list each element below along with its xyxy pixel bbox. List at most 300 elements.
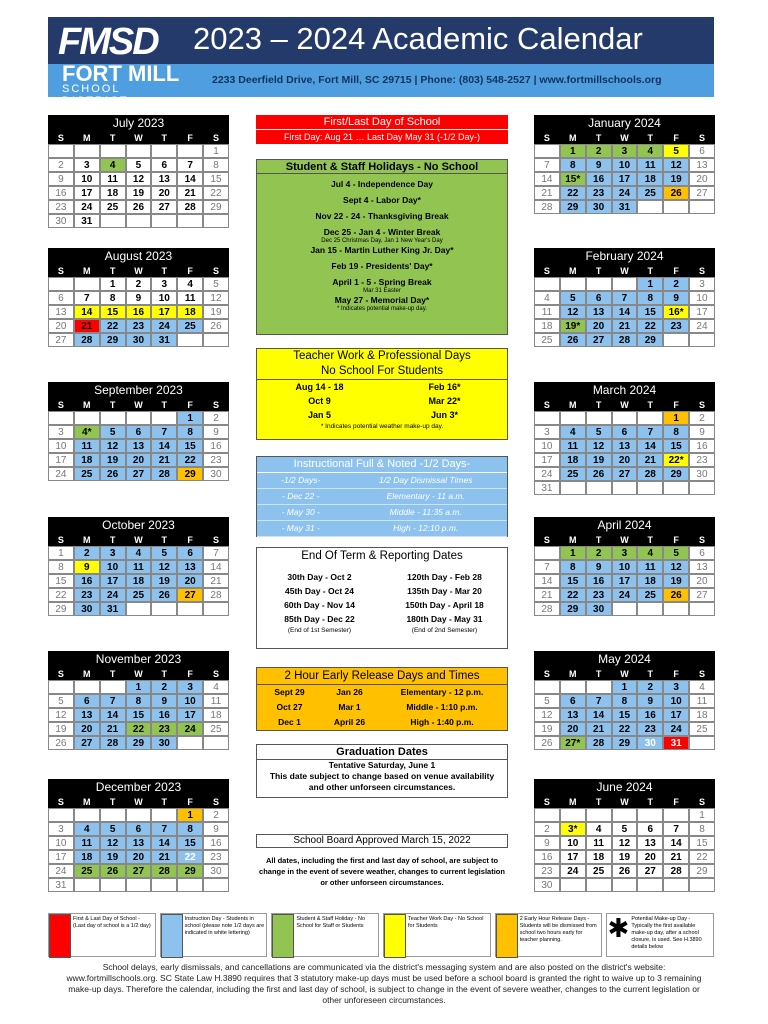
weekday-label: F	[673, 669, 679, 679]
holiday-subnote: * Indicates potential make-up day.	[337, 306, 427, 312]
day-cell: 19	[126, 186, 152, 200]
day-cell: 6	[637, 822, 663, 836]
weekday-label: M	[569, 133, 577, 143]
day-cell: 15*	[560, 172, 586, 186]
holiday-item: Nov 22 - 24 - Thanksgiving Break	[315, 211, 449, 221]
teacher-work-date: Mar 22*	[428, 396, 461, 406]
day-cell: 3*	[560, 822, 586, 836]
early-release-row	[257, 685, 507, 700]
holiday-item: Feb 19 - Presidents' Day*	[331, 261, 433, 271]
month-title: February 2024	[534, 248, 715, 265]
weekday-label: S	[543, 669, 550, 679]
day-cell: 29	[48, 602, 74, 616]
day-cell: 9	[534, 836, 560, 850]
day-cell: 16*	[663, 305, 689, 319]
day-cell: 19	[100, 850, 126, 864]
legend-item	[271, 913, 379, 957]
day-cell	[534, 546, 560, 560]
day-cell: 23	[203, 850, 229, 864]
day-cell: 28	[612, 333, 638, 347]
day-cell: 4	[177, 277, 203, 291]
day-cell	[689, 878, 715, 892]
holiday-item: Jul 4 - Independence Day	[330, 179, 434, 189]
day-cell: 17	[689, 305, 715, 319]
day-cell	[637, 411, 663, 425]
day-cell: 8	[177, 425, 203, 439]
day-cell: 28	[534, 200, 560, 214]
day-cell: 1	[203, 144, 229, 158]
end-of-term-title: End Of Term & Reporting Dates	[301, 550, 463, 562]
day-cell	[203, 333, 229, 347]
holidays-list	[257, 174, 507, 313]
day-cell: 3	[177, 680, 203, 694]
weekday-header	[534, 534, 715, 546]
month-calendar	[534, 517, 715, 616]
day-cell: 15	[48, 574, 74, 588]
day-cell: 5	[586, 425, 612, 439]
day-grid	[534, 144, 715, 214]
weekday-label: M	[569, 669, 577, 679]
day-cell: 13	[689, 158, 715, 172]
day-cell	[689, 736, 715, 750]
holidays-title: Student & Staff Holidays - No School	[257, 160, 507, 174]
day-cell: 9	[48, 172, 74, 186]
day-cell: 27	[689, 588, 715, 602]
instructional-day: - May 31 -	[281, 523, 320, 533]
day-cell: 12	[586, 439, 612, 453]
day-cell: 20	[586, 319, 612, 333]
instructional-row	[257, 473, 507, 489]
day-cell: 8	[177, 822, 203, 836]
legend-swatch	[272, 914, 294, 958]
day-cell: 5	[100, 822, 126, 836]
legend-item	[383, 913, 491, 957]
weekday-label: T	[109, 535, 116, 545]
day-cell: 19	[534, 722, 560, 736]
day-cell: 5	[663, 546, 689, 560]
day-cell: 2	[586, 546, 612, 560]
day-cell: 2	[74, 546, 100, 560]
day-cell: 18	[74, 850, 100, 864]
weekday-label: S	[698, 797, 705, 807]
day-cell: 27	[48, 333, 74, 347]
day-grid	[534, 808, 715, 892]
weekday-label: M	[83, 797, 91, 807]
weekday-label: W	[620, 669, 629, 679]
day-cell	[534, 411, 560, 425]
teacher-work-rows	[257, 380, 507, 422]
day-cell: 2	[151, 680, 177, 694]
day-cell: 1	[560, 144, 586, 158]
day-cell: 2	[534, 822, 560, 836]
day-cell: 5	[126, 158, 152, 172]
day-cell: 31	[100, 602, 126, 616]
day-cell	[663, 602, 689, 616]
day-cell: 13	[560, 708, 586, 722]
day-grid	[48, 277, 229, 347]
legend	[48, 913, 718, 957]
weekday-label: M	[83, 266, 91, 276]
day-cell: 8	[560, 158, 586, 172]
day-cell: 5	[612, 822, 638, 836]
day-cell: 27	[177, 588, 203, 602]
day-cell: 25	[534, 333, 560, 347]
day-cell	[126, 144, 152, 158]
day-cell: 29	[560, 602, 586, 616]
day-cell: 30	[203, 467, 229, 481]
day-cell: 7	[534, 560, 560, 574]
day-cell: 18	[689, 708, 715, 722]
weekday-label: T	[109, 266, 116, 276]
month-calendar	[48, 779, 229, 892]
day-cell: 20	[126, 453, 152, 467]
day-cell: 14	[177, 172, 203, 186]
day-cell: 21	[586, 722, 612, 736]
day-cell: 17	[74, 186, 100, 200]
day-cell: 12	[100, 836, 126, 850]
month-title: December 2023	[48, 779, 229, 796]
day-cell	[203, 602, 229, 616]
day-cell	[663, 878, 689, 892]
first-last-body: First Day: Aug 21 … Last Day May 31 (-1/2 Day-)	[256, 130, 508, 144]
day-cell: 26	[663, 588, 689, 602]
day-cell: 15	[177, 836, 203, 850]
day-grid	[48, 808, 229, 892]
day-cell: 21	[612, 319, 638, 333]
day-cell: 3	[74, 158, 100, 172]
weekday-label: S	[57, 535, 64, 545]
day-cell: 10	[689, 291, 715, 305]
day-cell: 13	[126, 836, 152, 850]
day-cell: 21	[151, 850, 177, 864]
day-cell: 17	[560, 850, 586, 864]
day-cell: 12	[203, 291, 229, 305]
end-of-term-note-2: (End of 2nd Semester)	[411, 627, 478, 634]
day-cell: 12	[100, 439, 126, 453]
day-cell	[203, 214, 229, 228]
day-cell	[586, 808, 612, 822]
day-cell	[689, 333, 715, 347]
day-cell: 27	[74, 736, 100, 750]
day-cell: 14	[612, 305, 638, 319]
weekday-label: F	[673, 400, 679, 410]
weekday-label: S	[212, 797, 219, 807]
day-cell: 12	[663, 158, 689, 172]
day-cell	[637, 878, 663, 892]
weekday-header	[48, 668, 229, 680]
day-cell: 23	[74, 588, 100, 602]
day-cell	[612, 878, 638, 892]
day-cell: 31	[48, 878, 74, 892]
day-cell: 19*	[560, 319, 586, 333]
day-cell	[586, 481, 612, 495]
day-cell: 15	[612, 708, 638, 722]
month-title: November 2023	[48, 651, 229, 668]
day-cell	[48, 680, 74, 694]
month-calendar	[48, 248, 229, 347]
instructional-day: -1/2 Days-	[281, 475, 321, 485]
holiday-item: Sept 4 - Labor Day*	[343, 195, 421, 205]
month-title: January 2024	[534, 115, 715, 132]
day-cell: 6	[586, 291, 612, 305]
weekday-label: W	[620, 535, 629, 545]
weekday-label: W	[620, 266, 629, 276]
day-cell	[177, 602, 203, 616]
day-cell: 11	[203, 694, 229, 708]
term-date: 150th Day - April 18	[405, 600, 484, 610]
day-cell	[586, 878, 612, 892]
instructional-row	[257, 521, 507, 537]
day-cell: 22	[203, 186, 229, 200]
day-cell: 18	[560, 453, 586, 467]
day-cell: 2	[663, 277, 689, 291]
day-cell: 22	[560, 588, 586, 602]
weekday-label: T	[109, 797, 116, 807]
early-release-row	[257, 715, 507, 730]
day-cell	[100, 214, 126, 228]
asterisk-icon: ✱	[607, 914, 630, 944]
day-cell: 1	[689, 808, 715, 822]
early-release-cell: Sept 29	[274, 687, 305, 697]
day-cell: 9	[203, 425, 229, 439]
day-cell: 11	[100, 172, 126, 186]
end-of-term-row	[257, 612, 507, 626]
day-cell: 4	[586, 822, 612, 836]
weekday-label: S	[212, 400, 219, 410]
day-cell: 4	[637, 546, 663, 560]
day-cell	[203, 736, 229, 750]
day-cell: 11	[74, 836, 100, 850]
day-cell: 17	[48, 453, 74, 467]
day-cell: 7	[663, 822, 689, 836]
day-cell: 29	[689, 864, 715, 878]
day-cell: 19	[151, 574, 177, 588]
day-cell	[612, 602, 638, 616]
day-cell: 25	[586, 864, 612, 878]
weekday-header	[48, 534, 229, 546]
day-cell: 21	[100, 722, 126, 736]
day-cell: 26	[612, 864, 638, 878]
legend-text: 2 Early Hour Release Days - Students will be dismissed from school two hours early for teacher planning.	[519, 916, 597, 943]
day-cell: 22	[126, 722, 152, 736]
day-cell: 21	[203, 574, 229, 588]
weekday-label: T	[595, 797, 602, 807]
day-cell: 20	[151, 186, 177, 200]
header	[48, 17, 714, 107]
weekday-header	[534, 399, 715, 411]
day-cell: 7	[203, 546, 229, 560]
day-cell: 10	[48, 439, 74, 453]
day-cell: 31	[612, 200, 638, 214]
weekday-label: F	[187, 400, 193, 410]
month-title: October 2023	[48, 517, 229, 534]
weekday-label: M	[569, 400, 577, 410]
legend-swatch	[384, 914, 406, 958]
weekday-label: T	[647, 669, 654, 679]
early-release-cell: Elementary - 12 p.m.	[400, 687, 484, 697]
instructional-time: Elementary - 11 a.m.	[386, 491, 465, 501]
day-cell	[586, 680, 612, 694]
legend-swatch	[161, 914, 183, 958]
weekday-label: W	[134, 266, 143, 276]
weekday-label: W	[134, 535, 143, 545]
day-cell: 3	[689, 277, 715, 291]
day-cell: 25	[74, 864, 100, 878]
end-of-term-rows	[257, 570, 507, 626]
day-cell: 21	[177, 186, 203, 200]
day-cell: 5	[560, 291, 586, 305]
term-date: 135th Day - Mar 20	[407, 586, 482, 596]
day-cell	[612, 481, 638, 495]
day-cell	[689, 602, 715, 616]
month-title: August 2023	[48, 248, 229, 265]
day-cell: 19	[612, 850, 638, 864]
teacher-work-row	[257, 394, 507, 408]
day-cell: 25	[637, 186, 663, 200]
day-cell	[177, 878, 203, 892]
weekday-label: S	[698, 133, 705, 143]
holiday-item: Dec 25 - Jan 4 - Winter Break	[323, 227, 441, 237]
day-cell: 13	[177, 560, 203, 574]
weekday-label: F	[673, 797, 679, 807]
day-cell: 6	[560, 694, 586, 708]
day-cell	[74, 878, 100, 892]
day-cell: 30	[586, 200, 612, 214]
day-cell: 30	[151, 736, 177, 750]
day-cell: 11	[689, 694, 715, 708]
day-cell: 21	[151, 453, 177, 467]
month-calendar	[534, 115, 715, 214]
day-cell: 16	[203, 439, 229, 453]
day-cell: 9	[203, 822, 229, 836]
weekday-header	[534, 132, 715, 144]
day-cell: 1	[177, 411, 203, 425]
day-cell: 6	[126, 425, 152, 439]
weekday-label: T	[161, 535, 168, 545]
day-cell	[74, 144, 100, 158]
weekday-label: T	[161, 266, 168, 276]
day-cell: 16	[586, 574, 612, 588]
day-cell: 4	[74, 822, 100, 836]
day-cell: 14	[663, 836, 689, 850]
day-cell: 16	[126, 305, 152, 319]
term-date: 85th Day - Dec 22	[284, 614, 355, 624]
board-approved: School Board Approved March 15, 2022	[256, 834, 508, 848]
day-cell	[637, 481, 663, 495]
day-cell	[151, 878, 177, 892]
end-of-term-notes	[257, 626, 507, 635]
weekday-label: T	[595, 400, 602, 410]
day-cell	[48, 808, 74, 822]
day-cell: 21	[663, 850, 689, 864]
legend-text: Student & Staff Holiday - No School for Staff or Students	[296, 916, 366, 929]
day-cell	[560, 411, 586, 425]
day-cell: 8	[48, 560, 74, 574]
day-cell: 15	[126, 708, 152, 722]
day-cell: 14	[74, 305, 100, 319]
day-cell: 30	[74, 602, 100, 616]
day-cell: 30	[48, 214, 74, 228]
weekday-label: S	[57, 133, 64, 143]
teacher-work-note: * Indicates potential weather make-up day.	[320, 423, 444, 430]
instructional-day: - May 30 -	[281, 507, 320, 517]
day-cell: 28	[663, 864, 689, 878]
day-cell: 22	[612, 722, 638, 736]
holidays-box	[256, 159, 508, 335]
day-cell: 18	[203, 708, 229, 722]
weekday-label: W	[134, 797, 143, 807]
weekday-header	[48, 265, 229, 277]
day-cell: 4	[560, 425, 586, 439]
day-cell: 31	[151, 333, 177, 347]
day-cell: 3	[48, 822, 74, 836]
holiday-item: May 27 - Memorial Day*	[334, 295, 430, 305]
day-cell: 8	[663, 425, 689, 439]
day-cell: 20	[177, 574, 203, 588]
day-cell: 23	[203, 453, 229, 467]
day-cell	[534, 277, 560, 291]
day-cell: 15	[100, 305, 126, 319]
day-cell	[560, 277, 586, 291]
day-cell: 8	[126, 694, 152, 708]
instructional-time: Middle - 11:35 a.m.	[389, 507, 462, 517]
weekday-label: T	[595, 669, 602, 679]
day-cell: 4*	[74, 425, 100, 439]
end-of-term-row	[257, 570, 507, 584]
day-cell: 14	[637, 439, 663, 453]
day-cell: 2	[586, 144, 612, 158]
day-cell: 18	[177, 305, 203, 319]
day-cell: 10	[74, 172, 100, 186]
day-cell: 4	[100, 158, 126, 172]
day-cell: 26	[663, 186, 689, 200]
day-cell: 31	[534, 481, 560, 495]
day-cell: 3	[663, 680, 689, 694]
day-cell: 3	[612, 144, 638, 158]
day-cell	[151, 808, 177, 822]
day-cell: 9	[689, 425, 715, 439]
weekday-label: T	[647, 797, 654, 807]
day-cell: 1	[177, 808, 203, 822]
weekday-label: M	[83, 669, 91, 679]
day-cell: 1	[126, 680, 152, 694]
day-cell: 2	[637, 680, 663, 694]
day-cell	[560, 878, 586, 892]
holiday-subnote: Dec 25 Christmas Day, Jan 1 New Year's Day	[321, 238, 443, 244]
month-calendar	[48, 382, 229, 481]
day-cell: 6	[74, 694, 100, 708]
day-cell: 10	[151, 291, 177, 305]
weekday-label: T	[595, 535, 602, 545]
day-cell	[612, 808, 638, 822]
day-cell: 6	[689, 546, 715, 560]
day-cell: 28	[100, 736, 126, 750]
day-cell: 24	[663, 722, 689, 736]
day-cell: 24	[48, 467, 74, 481]
day-cell	[663, 333, 689, 347]
graduation-line-2: This date subject to change based on venue availability	[269, 771, 495, 781]
day-cell	[48, 411, 74, 425]
day-cell: 15	[560, 574, 586, 588]
day-cell: 29	[177, 864, 203, 878]
day-cell: 22	[100, 319, 126, 333]
weekday-label: M	[83, 400, 91, 410]
weekday-label: F	[673, 535, 679, 545]
legend-item	[160, 913, 268, 957]
day-cell: 8	[689, 822, 715, 836]
day-grid	[48, 546, 229, 616]
day-cell	[74, 808, 100, 822]
